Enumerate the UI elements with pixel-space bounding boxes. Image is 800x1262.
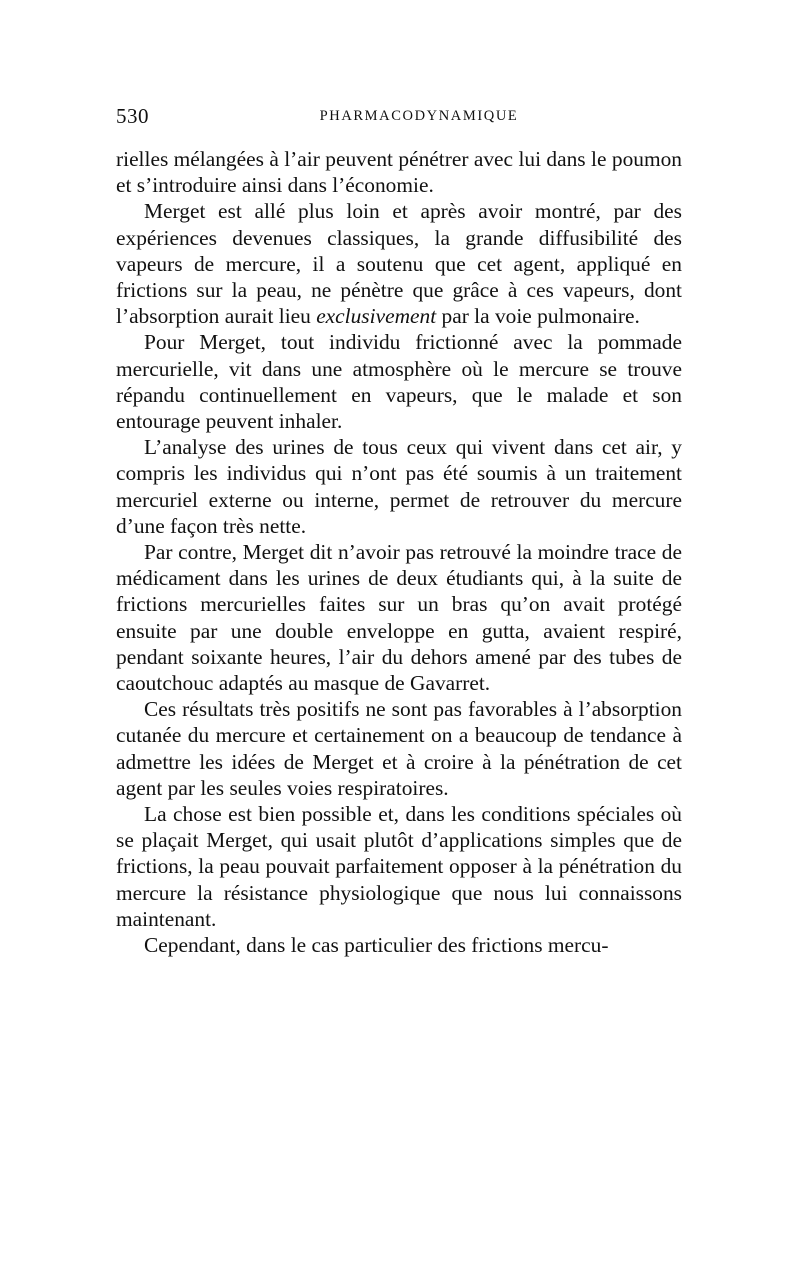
paragraph-6 <box>116 696 682 801</box>
paragraph-4-text: L’analyse des urines de tous ceux qui vivent dans cet air, y compris les individus qui n’ont pas été soumis à un traitement mercuriel externe ou interne, permet de retrouver du mercure d’une façon très nette. <box>116 435 682 538</box>
paragraph-7-text: La chose est bien possible et, dans les conditions spéciales où se plaçait Merget, qui usait plutôt d’applications simples que de frictions, la peau pouvait parfaitement opposer à la pénétration du mercure la résistance physiologique que nous lui connaissons maintenant. <box>116 802 682 931</box>
running-head <box>116 104 682 132</box>
paragraph-1 <box>116 146 682 198</box>
paragraph-8-text: Cependant, dans le cas particulier des frictions mercu- <box>144 933 609 958</box>
paragraph-8 <box>116 932 682 958</box>
paragraph-7 <box>116 801 682 932</box>
paragraph-3-text: Pour Merget, tout individu frictionné avec la pommade mercurielle, vit dans une atmosphère où le mercure se trouve répandu continuellement en vapeurs, que le malade et son entourage peuvent inhaler. <box>116 330 682 434</box>
book-page <box>116 104 682 958</box>
paragraph-4 <box>116 434 682 539</box>
page-number: 530 <box>116 104 149 128</box>
paragraph-2 <box>116 198 682 329</box>
paragraph-5 <box>116 539 682 696</box>
paragraph-2-text-start: Merget est allé plus loin et après avoir montré, par des expériences devenues classiques, la grande diffusibilité des vapeurs de mercure, il a soutenu que cet agent, appliqué en frictions sur la peau, ne pénètre que grâce à ces vapeurs, dont l’absorption aurait lieu <box>116 199 682 329</box>
running-title: PHARMACODYNAMIQUE <box>319 108 519 124</box>
paragraph-6-text: Ces résultats très positifs ne sont pas favorables à l’absorption cutanée du mercure et certainement on a beaucoup de tendance à admettre les idées de Merget et à croire à la pénétration de cet agent par les seules voies respiratoires. <box>116 697 682 800</box>
emphasized-word: exclusivement <box>316 304 437 329</box>
paragraph-3 <box>116 329 682 434</box>
paragraph-2-text-end: par la voie pulmonaire. <box>436 304 640 329</box>
paragraph-1-text: rielles mélangées à l’air peuvent pénétrer avec lui dans le poumon et s’introduire ainsi dans l’économie. <box>116 147 682 198</box>
paragraph-5-text: Par contre, Merget dit n’avoir pas retrouvé la moindre trace de médicament dans les urines de deux étudiants qui, à la suite de frictions mercurielles faites sur un bras qu’on avait protégé ensuite par une double enveloppe en gutta, avaient respiré, pendant soixante heures, l’air du dehors amené par des tubes de caoutchouc adaptés au masque de Gavarret. <box>116 540 682 696</box>
body-text <box>116 146 682 958</box>
